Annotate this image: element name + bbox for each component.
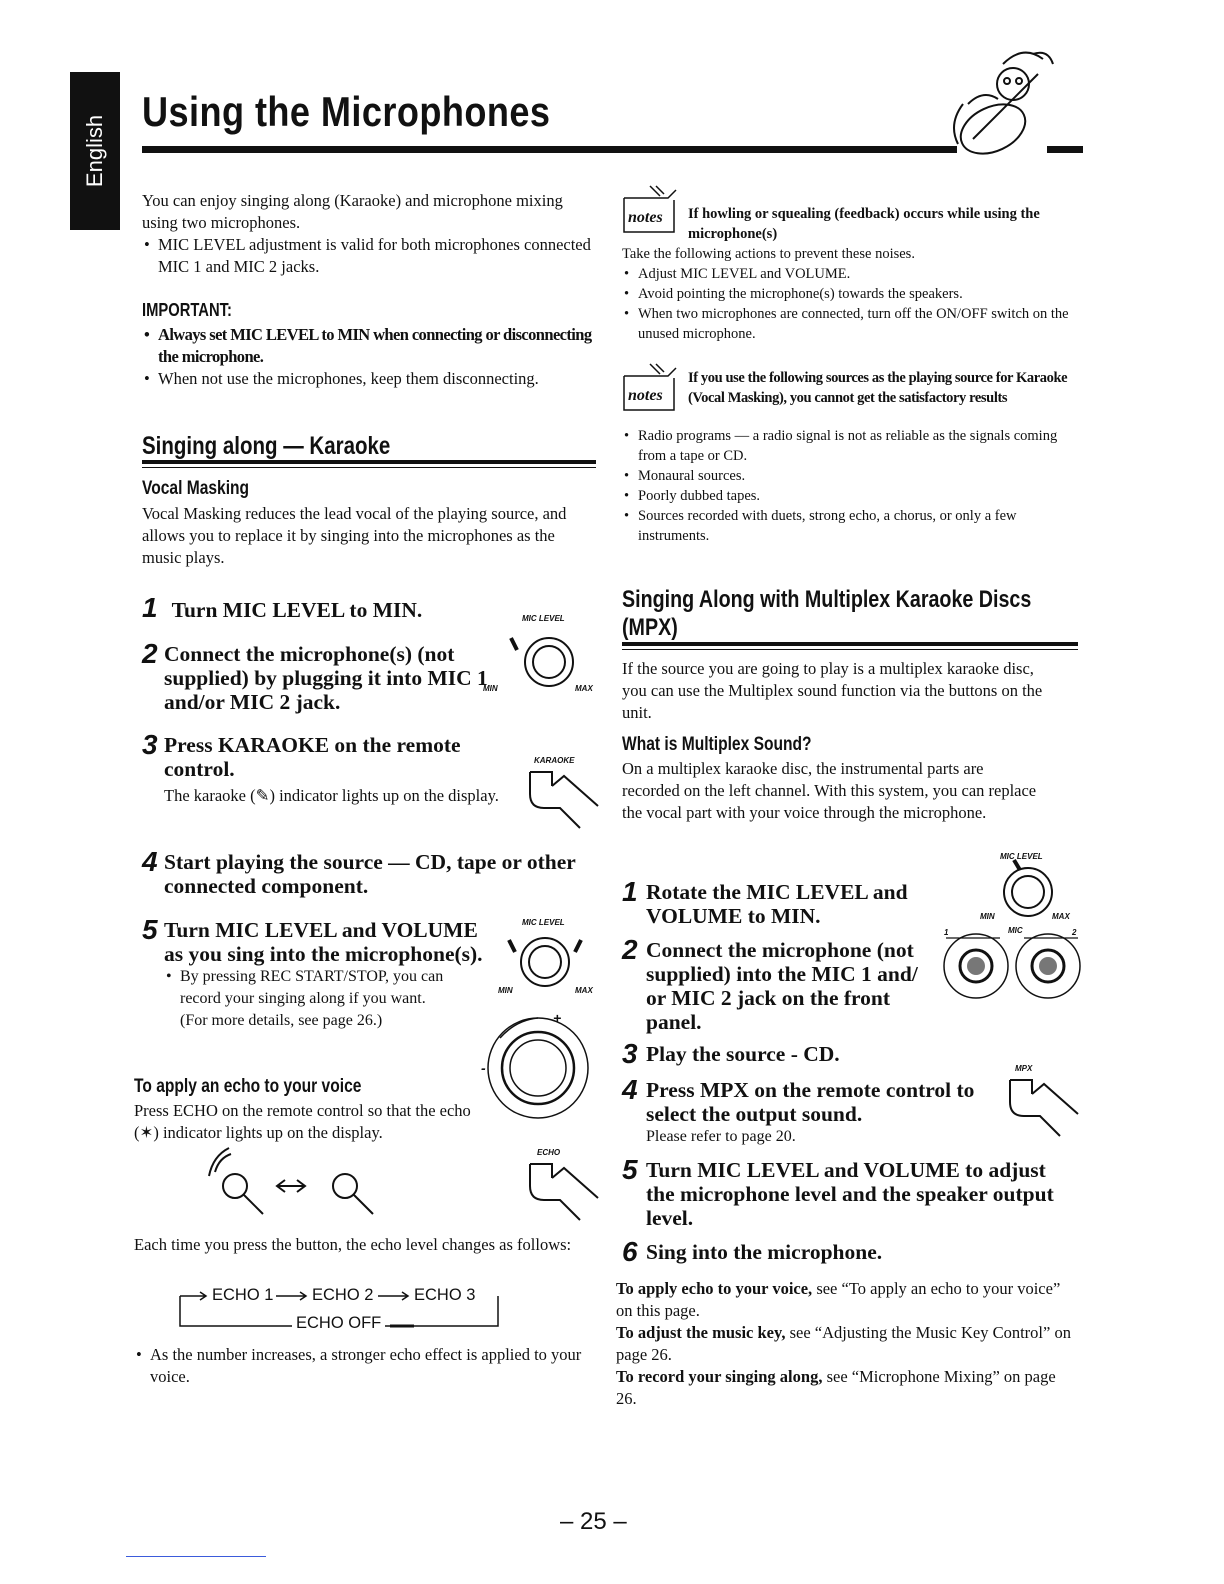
mpx-tip bbox=[616, 1366, 1072, 1410]
mpx-tip-bold: To adjust the music key, bbox=[616, 1323, 786, 1342]
volume-knob-icon bbox=[476, 1010, 596, 1122]
step-bullet: • By pressing REC START/STOP, you can record your singing along if you want. bbox=[164, 966, 484, 1010]
important-bullet-1: • Always set MIC LEVEL to MIN when connecting or disconnecting the microphone. bbox=[142, 324, 592, 368]
mpx-button-label: MPX bbox=[1015, 1064, 1033, 1073]
step-text: Turn MIC LEVEL to MIN. bbox=[171, 598, 423, 622]
echo-heading: To apply an echo to your voice bbox=[134, 1076, 362, 1097]
mic-jacks-label: MIC bbox=[1008, 926, 1023, 935]
echo-indicator-icon: ✶ bbox=[139, 1123, 154, 1142]
karaoke-step-3 bbox=[142, 729, 502, 807]
mpx-tip bbox=[616, 1278, 1072, 1322]
echo-button-label: ECHO bbox=[537, 1148, 561, 1157]
echo-button-press-icon bbox=[520, 1156, 600, 1220]
intro-text: You can enjoy singing along (Karaoke) and microphone mixing using two microphones. bbox=[142, 191, 563, 232]
important-heading: IMPORTANT: bbox=[142, 300, 232, 320]
mpx-tip-rest: see “Adjusting the Music Key Control” on page 26. bbox=[616, 1323, 1071, 1364]
mpx-step-2 bbox=[622, 934, 932, 1034]
karaoke-step-2 bbox=[142, 638, 504, 714]
vocal-masking-text: Vocal Masking reduces the lead vocal of the playing source, and allows you to replace it by singing into the microphones as the music plays. bbox=[142, 504, 567, 567]
notes-badge-text: notes bbox=[628, 387, 663, 404]
mic-level-label: MIC LEVEL bbox=[1000, 852, 1043, 861]
step-number: 4 bbox=[622, 1074, 638, 1105]
step-text: Press MPX on the remote control to select the output sound. bbox=[646, 1078, 975, 1126]
notes-badge-text: notes bbox=[628, 209, 663, 226]
volume-plus-label: + bbox=[553, 1010, 562, 1026]
step-number: 4 bbox=[142, 846, 158, 877]
notes1-bullet: • When two microphones are connected, turn off the ON/OFF switch on the unused microphone. bbox=[622, 304, 1072, 344]
step-subtext: Please refer to page 20. bbox=[646, 1128, 796, 1145]
language-tab bbox=[70, 72, 120, 230]
mic-level-label: MIC LEVEL bbox=[522, 614, 565, 623]
echo-microphones-illustration bbox=[205, 1148, 405, 1224]
step-number: 5 bbox=[142, 914, 158, 945]
step-text: Press KARAOKE on the remote control. bbox=[164, 733, 461, 781]
karaoke-step-5 bbox=[142, 914, 494, 1032]
step-number: 2 bbox=[622, 934, 638, 965]
karaoke-button-press-icon bbox=[520, 764, 600, 828]
mpx-tip-bold: To apply echo to your voice, bbox=[616, 1279, 813, 1298]
language-tab-label: English bbox=[82, 114, 107, 188]
echo-bullet-list bbox=[134, 1344, 584, 1388]
mpx-step-6 bbox=[622, 1236, 1072, 1267]
step-subtext-start: The karaoke ( bbox=[164, 786, 256, 805]
important-bullet-2: • When not use the microphones, keep them disconnecting. bbox=[142, 368, 592, 390]
mpx-rule bbox=[622, 642, 1078, 646]
footer-rule bbox=[126, 1556, 266, 1557]
karaoke-indicator-icon: ✎ bbox=[255, 786, 270, 805]
echo-flow-3: ECHO 3 bbox=[414, 1286, 476, 1304]
step-text: Play the source - CD. bbox=[646, 1042, 840, 1066]
page-number: – 25 – bbox=[560, 1508, 627, 1535]
mpx-text: If the source you are going to play is a multiplex karaoke disc, you can use the Multiplex sound function via the buttons on the unit. bbox=[622, 659, 1043, 722]
mic-level-knob-icon bbox=[505, 630, 585, 692]
knob-max-label: MAX bbox=[575, 684, 593, 693]
echo-flow-off: ECHO OFF bbox=[292, 1314, 385, 1333]
what-is-multiplex-text: On a multiplex karaoke disc, the instrumental parts are recorded on the left channel. With this system, you can replace the vocal part with your voice through the microphone. bbox=[622, 759, 1037, 822]
step-number: 1 bbox=[142, 592, 158, 623]
karaoke-step-4 bbox=[142, 846, 602, 898]
notes-icon bbox=[620, 364, 684, 414]
title-rule bbox=[142, 146, 957, 153]
mpx-tip bbox=[616, 1322, 1072, 1366]
notes1-intro: Take the following actions to prevent these noises. bbox=[622, 246, 915, 262]
notes2-bullet: • Radio programs — a radio signal is not as reliable as the signals coming from a tape or CD. bbox=[622, 426, 1072, 466]
mpx-tips bbox=[616, 1278, 1072, 1410]
vocal-masking-heading: Vocal Masking bbox=[142, 478, 250, 499]
notes-icon bbox=[620, 186, 684, 236]
echo-flow-1: ECHO 1 bbox=[212, 1286, 274, 1304]
mpx-button-press-icon bbox=[1000, 1072, 1080, 1136]
step-text: Connect the microphone(s) (not supplied) by plugging it into MIC 1 and/or MIC 2 jack. bbox=[164, 642, 488, 714]
jack-2-label: 2 bbox=[1072, 928, 1077, 937]
notes1-section bbox=[622, 244, 1072, 344]
step-text: Connect the microphone (not supplied) into the MIC 1 and/ or MIC 2 jack on the front panel. bbox=[646, 938, 918, 1034]
echo-each-time-text: Each time you press the button, the echo level changes as follows: bbox=[134, 1235, 572, 1254]
volume-minus-label: - bbox=[481, 1060, 486, 1076]
jack-1-label: 1 bbox=[944, 928, 949, 937]
step-number: 5 bbox=[622, 1154, 638, 1185]
knob-max-label: MAX bbox=[1052, 912, 1070, 921]
knob-min-label: MIN bbox=[498, 986, 513, 995]
important-list bbox=[142, 324, 592, 390]
step-text: Sing into the microphone. bbox=[646, 1240, 883, 1264]
karaoke-rule bbox=[142, 460, 596, 464]
step-text: Turn MIC LEVEL and VOLUME as you sing into the microphone(s). bbox=[164, 918, 483, 966]
karaoke-step-1 bbox=[142, 592, 482, 624]
intro-section bbox=[142, 190, 592, 278]
mic-jacks-icon bbox=[940, 930, 1084, 1002]
notes2-bullet: • Poorly dubbed tapes. bbox=[622, 486, 1072, 506]
knob-min-label: MIN bbox=[980, 912, 995, 921]
step-note: (For more details, see page 26.) bbox=[180, 1012, 383, 1029]
mpx-step-5 bbox=[622, 1154, 1072, 1230]
notes2-section bbox=[622, 426, 1072, 546]
step-number: 2 bbox=[142, 638, 158, 669]
notes1-heading: If howling or squealing (feedback) occurs while using the microphone(s) bbox=[688, 206, 1040, 242]
notes2-heading: If you use the following sources as the playing source for Karaoke (Vocal Masking), you cannot get the satisfactory results bbox=[688, 370, 1068, 406]
karaoke-heading: Singing along — Karaoke bbox=[142, 432, 391, 460]
intro-bullet: • MIC LEVEL adjustment is valid for both microphones connected MIC 1 and MIC 2 jacks. bbox=[142, 234, 592, 278]
step-subtext bbox=[164, 785, 504, 807]
step-number: 3 bbox=[622, 1038, 638, 1069]
step-number: 3 bbox=[142, 729, 158, 760]
step-text: Rotate the MIC LEVEL and VOLUME to MIN. bbox=[646, 880, 908, 928]
step-number: 1 bbox=[622, 876, 638, 907]
mpx-heading: Singing Along with Multiplex Karaoke Discs (MPX) bbox=[622, 586, 1032, 641]
notes1-bullet: • Adjust MIC LEVEL and VOLUME. bbox=[622, 264, 1072, 284]
notes1-bullet: • Avoid pointing the microphone(s) towards the speakers. bbox=[622, 284, 1072, 304]
echo-text-start: Press ECHO on the remote control so that the echo ( bbox=[134, 1101, 471, 1142]
echo-level-flow bbox=[178, 1286, 508, 1336]
mic-level-label: MIC LEVEL bbox=[522, 918, 565, 927]
mpx-step-1 bbox=[622, 876, 942, 928]
karaoke-rule-thin bbox=[142, 467, 596, 468]
echo-text-end: ) indicator lights up on the display. bbox=[153, 1123, 383, 1142]
karaoke-button-label: KARAOKE bbox=[534, 756, 575, 765]
notes2-bullet: • Sources recorded with duets, strong echo, a chorus, or only a few instruments. bbox=[622, 506, 1072, 546]
step-subtext-end: ) indicator lights up on the display. bbox=[269, 786, 499, 805]
knob-min-label: MIN bbox=[483, 684, 498, 693]
step-text: Start playing the source — CD, tape or other connected component. bbox=[164, 850, 576, 898]
mpx-step-3 bbox=[622, 1038, 962, 1069]
notes2-bullet: • Monaural sources. bbox=[622, 466, 1072, 486]
what-is-multiplex-heading: What is Multiplex Sound? bbox=[622, 734, 812, 755]
violinist-illustration bbox=[943, 44, 1063, 160]
mpx-rule-thin bbox=[622, 649, 1078, 650]
knob-max-label: MAX bbox=[575, 986, 593, 995]
echo-bullet: • As the number increases, a stronger echo effect is applied to your voice. bbox=[134, 1344, 584, 1388]
echo-flow-2: ECHO 2 bbox=[312, 1286, 374, 1304]
mpx-tip-bold: To record your singing along, bbox=[616, 1367, 823, 1386]
page-title: Using the Microphones bbox=[142, 88, 551, 135]
mic-level-knob-icon bbox=[505, 930, 585, 992]
mpx-tip-rest: see “To apply an echo to your voice” on this page. bbox=[616, 1279, 1061, 1320]
step-text: Turn MIC LEVEL and VOLUME to adjust the microphone level and the speaker output level. bbox=[646, 1158, 1054, 1230]
mpx-tip-rest: see “Microphone Mixing” on page 26. bbox=[616, 1367, 1056, 1408]
mpx-step-4 bbox=[622, 1074, 1002, 1148]
step-number: 6 bbox=[622, 1236, 638, 1267]
echo-text bbox=[134, 1100, 489, 1144]
